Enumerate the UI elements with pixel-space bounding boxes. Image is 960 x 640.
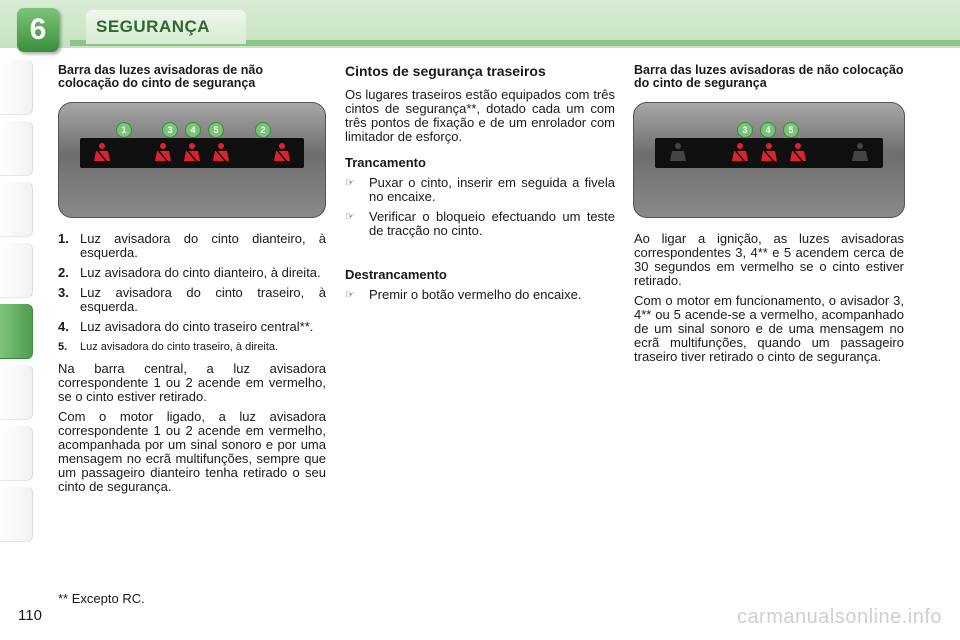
list-item: 2. Luz avisadora do cinto dianteiro, à direita.	[58, 265, 321, 280]
rear-belts-intro: Os lugares traseiros estão equipados com três cintos de segurança**, dotado cada um com três pontos de fixação e de um enrolador com limitador de esforço.	[345, 87, 615, 144]
rear-warning-panel-image	[633, 102, 905, 218]
warning-light-list	[58, 232, 326, 354]
panel-number-5: 5	[208, 122, 224, 138]
rear-belts-heading: Cintos de segurança traseiros	[345, 63, 546, 79]
right-paragraph-2: Com o motor em funcionamento, o avisador 3, 4** ou 5 acende-se a vermelho, acompanhado de um sinal sonoro e de uma mensagem no ecrã multifunções, quando um passageiro traseiro tiver retirado o cinto de segurança.	[634, 293, 904, 364]
side-tab-6[interactable]	[0, 365, 33, 420]
panel-number-5: 5	[783, 122, 799, 138]
right-paragraph-1: Ao ligar a ignição, as luzes avisadoras correspondentes 3, 4** e 5 acendem cerca de 30 segundos em vermelho se o cinto estiver retirado.	[634, 231, 904, 288]
list-item: 4. Luz avisadora do cinto traseiro central**.	[58, 319, 314, 334]
panel-number-4: 4	[185, 122, 201, 138]
footnote: ** Excepto RC.	[58, 591, 145, 606]
side-tab-1[interactable]	[0, 60, 33, 115]
warning-display	[80, 138, 304, 168]
pointing-hand-icon: ☞	[345, 177, 355, 189]
left-column	[58, 64, 326, 500]
list-item: 5. Luz avisadora do cinto traseiro, à direita.	[58, 341, 279, 353]
warning-display	[655, 138, 883, 168]
lock-heading: Trancamento	[345, 155, 426, 170]
seatbelt-warning-icon	[789, 142, 807, 164]
side-tab-2[interactable]	[0, 121, 33, 176]
seatbelt-off-icon	[669, 142, 687, 164]
side-tab-4[interactable]	[0, 243, 33, 298]
seatbelt-warning-icon	[154, 142, 172, 164]
side-tab-active[interactable]	[0, 304, 33, 359]
pointing-hand-icon: ☞	[345, 289, 355, 301]
seatbelt-warning-icon	[93, 142, 111, 164]
side-tab-7[interactable]	[0, 426, 33, 481]
list-item: ☞ Puxar o cinto, inserir em seguida a fivela no encaixe.	[345, 175, 615, 204]
front-warning-panel-image	[58, 102, 326, 218]
watermark: carmanualsonline.info	[736, 606, 942, 628]
left-paragraph-1: Na barra central, a luz avisadora correspondente 1 ou 2 acende em vermelho, se o cinto estiver retirado.	[58, 361, 326, 404]
panel-number-2: 2	[255, 122, 271, 138]
panel-number-1: 1	[116, 122, 132, 138]
list-item: ☞ Premir o botão vermelho do encaixe.	[345, 287, 582, 302]
side-tab-3[interactable]	[0, 182, 33, 237]
unlock-heading: Destrancamento	[345, 267, 447, 282]
page-number: 110	[18, 607, 42, 624]
panel-number-3: 3	[162, 122, 178, 138]
chapter-side-tabs	[0, 60, 36, 548]
seatbelt-warning-icon	[731, 142, 749, 164]
seatbelt-warning-icon	[273, 142, 291, 164]
list-item: 3. Luz avisadora do cinto traseiro, à esquerda.	[58, 285, 326, 314]
side-tab-8[interactable]	[0, 487, 33, 542]
pointing-hand-icon: ☞	[345, 211, 355, 223]
middle-column	[345, 64, 615, 308]
list-item: ☞ Verificar o bloqueio efectuando um teste de tracção no cinto.	[345, 209, 615, 238]
unlock-steps	[345, 288, 615, 302]
seatbelt-warning-icon	[760, 142, 778, 164]
seatbelt-warning-icon	[183, 142, 201, 164]
right-heading: Barra das luzes avisadoras de não colocação do cinto de segurança	[634, 63, 904, 90]
right-column	[634, 64, 904, 370]
seatbelt-off-icon	[851, 142, 869, 164]
list-item: 1. Luz avisadora do cinto dianteiro, à esquerda.	[58, 231, 326, 260]
panel-number-4: 4	[760, 122, 776, 138]
section-title: SEGURANÇA	[96, 17, 211, 36]
seatbelt-warning-icon	[212, 142, 230, 164]
panel-number-3: 3	[737, 122, 753, 138]
left-paragraph-2: Com o motor ligado, a luz avisadora correspondente 1 ou 2 acende em vermelho, acompanhada por um sinal sonoro e por uma mensagem no ecrã multifunções, sempre que um passageiro dianteiro tenha retirado o seu cinto de segurança.	[58, 409, 326, 494]
lock-steps	[345, 176, 615, 238]
left-heading: Barra das luzes avisadoras de não colocação do cinto de segurança	[58, 63, 263, 90]
chapter-badge: 6	[17, 8, 59, 52]
